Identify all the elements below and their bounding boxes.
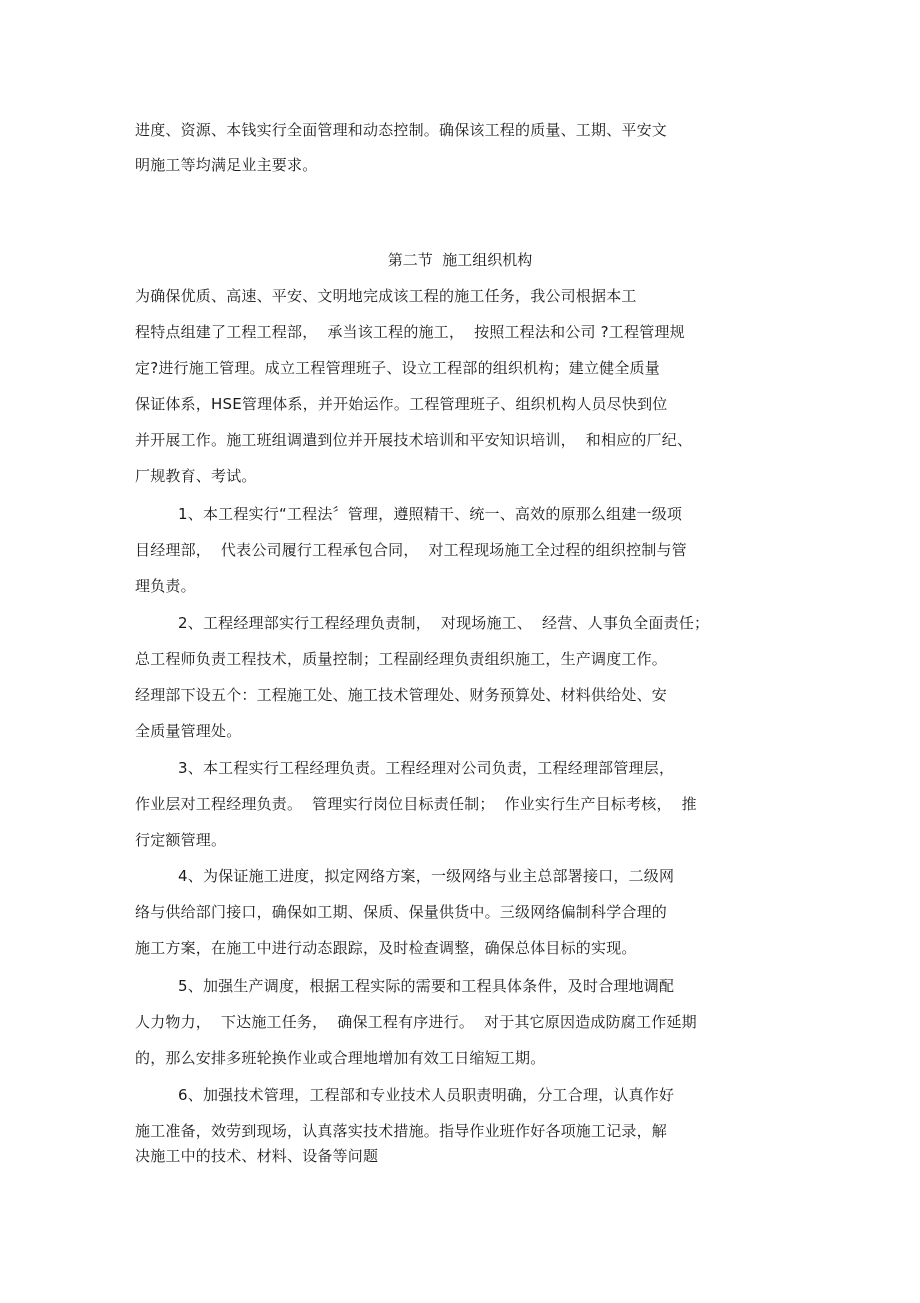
section-para-line-2: 程特点组建了工程工程部， 承当该工程的施工， 按照工程法和公司 ?工程管理规 bbox=[135, 323, 685, 341]
item-1-line-1: 1、本工程实行“工程法〞管理，遵照精干、统一、高效的原那么组建一级项 bbox=[178, 505, 683, 523]
section-title: 第二节 施工组织机构 bbox=[387, 251, 533, 269]
item-1-line-3: 理负责。 bbox=[135, 577, 196, 595]
item-4-line-2: 络与供给部门接口，确保如工期、保质、保量供货中。三级网络偏制科学合理的 bbox=[135, 903, 668, 921]
item-3-line-3: 行定额管理。 bbox=[135, 831, 227, 849]
item-2-line-3: 经理部下设五个：工程施工处、施工技术管理处、财务预算处、材料供给处、安 bbox=[135, 686, 668, 704]
item-6-line-2: 施工准备，效劳到现场，认真落实技术措施。指导作业班作好各项施工记录，解 bbox=[135, 1122, 668, 1140]
item-5-line-2: 人力物力， 下达施工任务， 确保工程有序进行。 对于其它原因造成防腐工作延期 bbox=[135, 1013, 697, 1031]
item-2-line-4: 全质量管理处。 bbox=[135, 722, 242, 740]
item-3-line-2: 作业层对工程经理负责。 管理实行岗位目标责任制； 作业实行生产目标考核， 推 bbox=[135, 795, 697, 813]
section-para-line-4: 保证体系，HSE管理体系，并开始运作。工程管理班子、组织机构人员尽快到位 bbox=[135, 395, 668, 413]
item-5-line-3: 的，那么安排多班轮换作业或合理地增加有效工日缩短工期。 bbox=[135, 1049, 546, 1067]
intro-line-2: 明施工等均满足业主要求。 bbox=[135, 156, 318, 174]
item-4-line-3: 施工方案，在施工中进行动态跟踪，及时检查调整，确保总体目标的实现。 bbox=[135, 939, 637, 957]
section-para-line-5: 并开展工作。施工班组调遣到位并开展技术培训和平安知识培训， 和相应的厂纪、 bbox=[135, 431, 693, 449]
section-para-line-1: 为确保优质、高速、平安、文明地完成该工程的施工任务，我公司根据本工 bbox=[135, 287, 637, 305]
intro-line-1: 进度、资源、本钱实行全面管理和动态控制。确保该工程的质量、工期、平安文 bbox=[135, 121, 668, 139]
item-2-line-2: 总工程师负责工程技术，质量控制；工程副经理负责组织施工，生产调度工作。 bbox=[135, 650, 668, 668]
item-5-line-1: 5、加强生产调度，根据工程实际的需要和工程具体条件，及时合理地调配 bbox=[178, 977, 675, 995]
item-4-line-1: 4、为保证施工进度，拟定网络方案，一级网络与业主总部署接口，二级网 bbox=[178, 867, 675, 885]
section-para-line-6: 厂规教育、考试。 bbox=[135, 467, 257, 485]
item-1-line-2: 目经理部， 代表公司履行工程承包合同， 对工程现场施工全过程的组织控制与管 bbox=[135, 541, 687, 559]
item-6-line-1: 6、加强技术管理，工程部和专业技术人员职责明确，分工合理，认真作好 bbox=[178, 1086, 675, 1104]
item-2-line-1: 2、工程经理部实行工程经理负责制， 对现场施工、 经营、人事负全面责任； bbox=[178, 614, 710, 632]
item-3-line-1: 3、本工程实行工程经理负责。工程经理对公司负责，工程经理部管理层， bbox=[178, 759, 675, 777]
section-para-line-3: 定?进行施工管理。成立工程管理班子、设立工程部的组织机构；建立健全质量 bbox=[135, 359, 660, 377]
item-6-line-3: 决施工中的技术、材料、设备等问题 bbox=[135, 1147, 379, 1165]
